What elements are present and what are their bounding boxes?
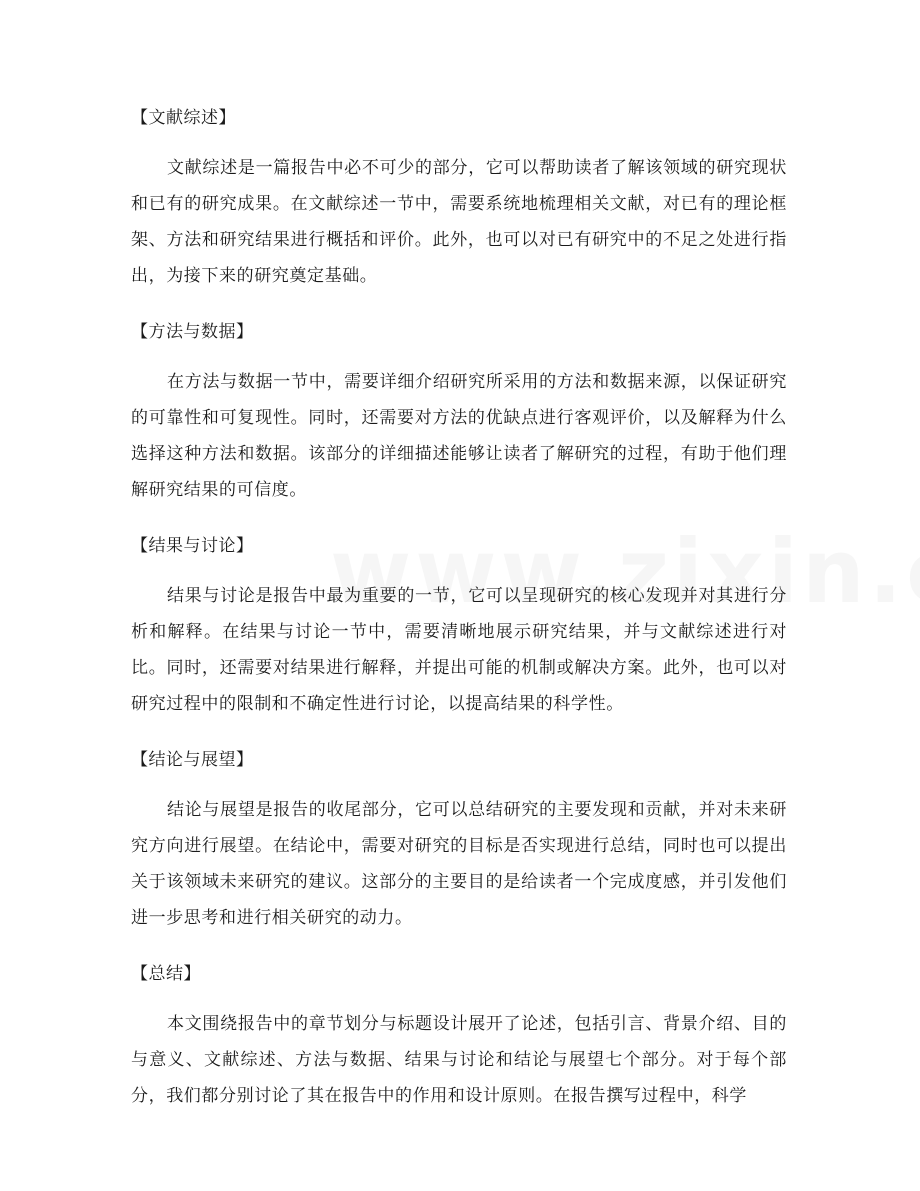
section-heading: 【结果与讨论】 <box>131 536 254 556</box>
section-paragraph: 结果与讨论是报告中最为重要的一节，它可以呈现研究的核心发现并对其进行分析和解释。在结果与讨论一节中，需要清晰地展示研究结果，并与文献综述进行对比。同时，还需要对结果进行解释，并提出可能的机制或解决方案。此外，也可以对研究过程中的限制和不确定性进行讨论，以提高结果的科学性。 <box>131 586 787 714</box>
section-paragraph: 结论与展望是报告的收尾部分，它可以总结研究的主要发现和贡献，并对未来研究方向进行展望。在结论中，需要对研究的目标是否实现进行总结，同时也可以提出关于该领域未来研究的建议。这部分的主要目的是给读者一个完成度感，并引发他们进一步思考和进行相关研究的动力。 <box>131 800 787 928</box>
section-heading: 【文献综述】 <box>131 108 236 128</box>
section-methods-data <box>131 314 787 508</box>
section-heading: 【方法与数据】 <box>131 322 254 342</box>
section-literature-review <box>131 100 787 294</box>
document-body <box>131 100 787 1134</box>
section-heading: 【总结】 <box>131 964 201 984</box>
section-paragraph: 文献综述是一篇报告中必不可少的部分，它可以帮助读者了解该领域的研究现状和已有的研究成果。在文献综述一节中，需要系统地梳理相关文献，对已有的理论框架、方法和研究结果进行概括和评价。此外，也可以对已有研究中的不足之处进行指出，为接下来的研究奠定基础。 <box>131 158 787 286</box>
section-paragraph: 本文围绕报告中的章节划分与标题设计展开了论述，包括引言、背景介绍、目的与意义、文献综述、方法与数据、结果与讨论和结论与展望七个部分。对于每个部分，我们都分别讨论了其在报告中的作用和设计原则。在报告撰写过程中，科学 <box>131 1014 787 1106</box>
section-paragraph: 在方法与数据一节中，需要详细介绍研究所采用的方法和数据来源，以保证研究的可靠性和可复现性。同时，还需要对方法的优缺点进行客观评价，以及解释为什么选择这种方法和数据。该部分的详细描述能够让读者了解研究的过程，有助于他们理解研究结果的可信度。 <box>131 372 787 500</box>
section-summary <box>131 956 787 1114</box>
section-heading: 【结论与展望】 <box>131 750 254 770</box>
section-results-discussion <box>131 528 787 722</box>
section-conclusion-outlook <box>131 742 787 936</box>
